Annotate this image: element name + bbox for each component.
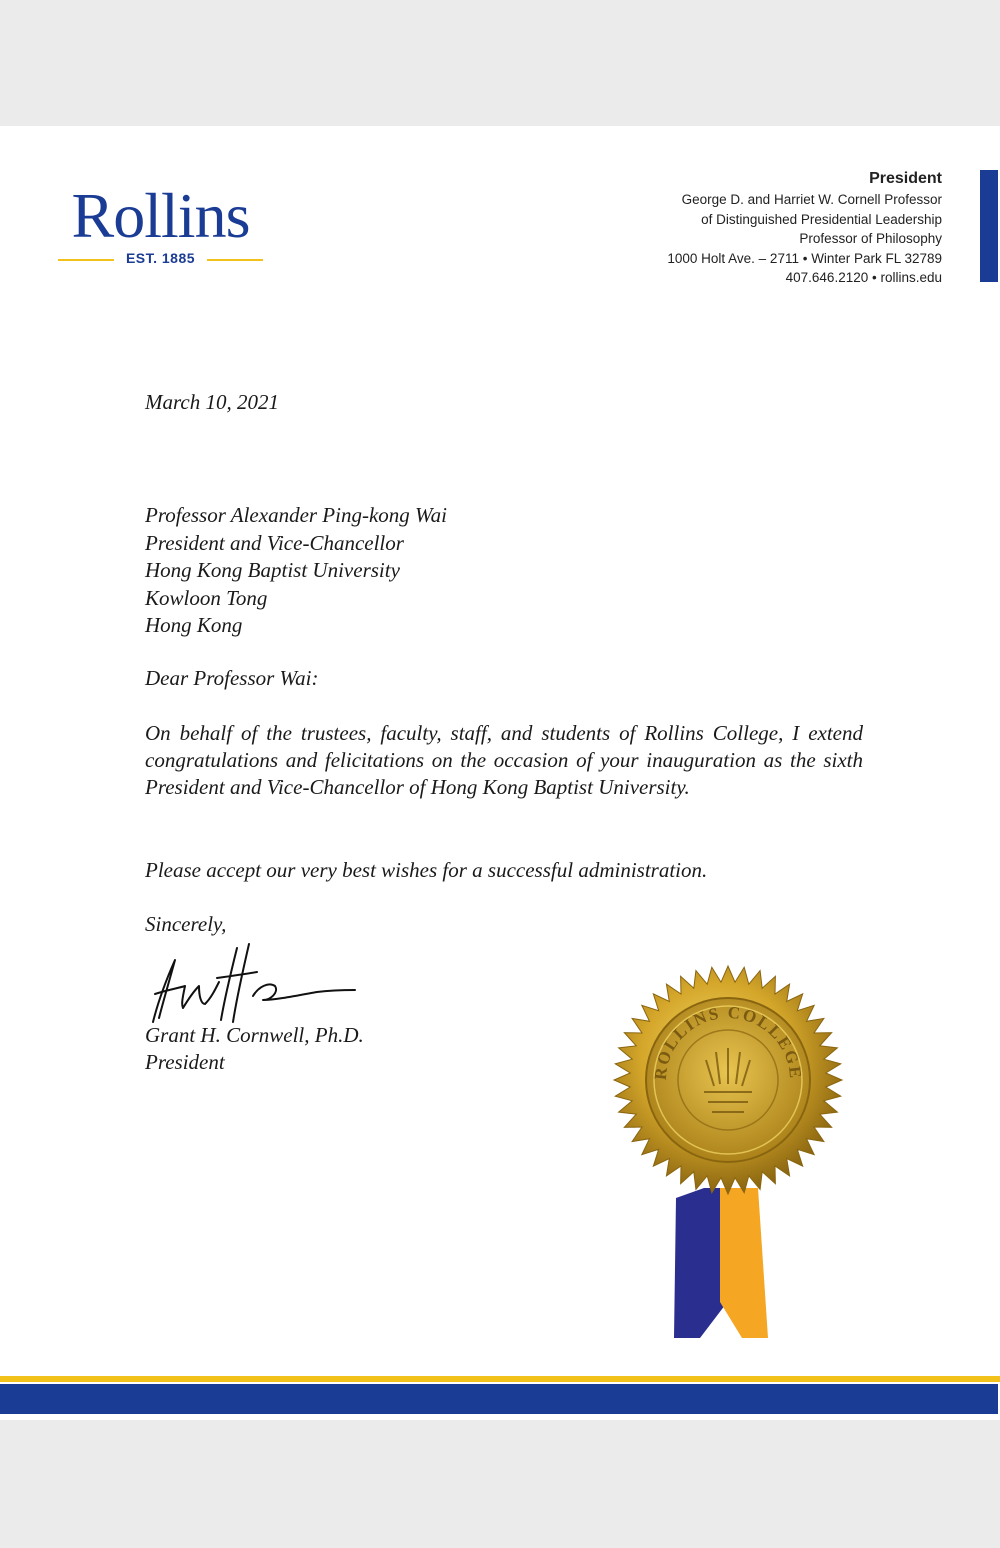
recipient-line: Hong Kong Baptist University [145,558,400,582]
recipient-address [145,502,447,640]
letter-page [0,126,1000,1420]
paragraph-congratulations: On behalf of the trustees, faculty, staff, and students of Rollins College, I extend congratulations and felicitations on the occasion of your inauguration as the sixth President and Vice-Chancellor of Hong Kong Baptist University. [145,721,863,799]
closing: Sincerely, [145,912,227,936]
paragraph-wishes: Please accept our very best wishes for a successful administration. [145,858,708,882]
office-contact: 407.646.2120 • rollins.edu [785,270,942,285]
footer-stripe-blue [0,1384,998,1414]
recipient-line: Hong Kong [145,613,243,637]
signer-block [145,1022,364,1076]
seal-text: ROLLINS COLLEGE [650,1002,806,1081]
recipient-line: President and Vice-Chancellor [145,530,404,555]
ribbon-yellow [720,1188,768,1338]
salutation: Dear Professor Wai: [145,666,319,690]
signer-title: President [145,1050,225,1074]
letterhead-accent-bar [980,170,998,282]
logo-rule-right [207,259,263,261]
footer-stripe-gold [0,1376,1000,1382]
gold-seal-with-ribbon [608,952,848,1342]
recipient-line: Professor Alexander Ping-kong Wai [145,503,447,527]
logo-wordmark: Rollins [71,180,250,251]
office-line: George D. and Harriet W. Cornell Professor [681,192,942,207]
logo-est-row [58,250,263,268]
signer-name: Grant H. Cornwell, Ph.D. [145,1023,364,1047]
recipient-line: Kowloon Tong [145,585,268,610]
logo-est: EST. 1885 [125,250,196,266]
office-line: Professor of Philosophy [799,231,942,246]
office-role: President [869,170,942,187]
office-address: 1000 Holt Ave. – 2711 • Winter Park FL 32789 [667,250,942,266]
office-line: of Distinguished Presidential Leadership [701,211,942,227]
rollins-logo [58,180,263,268]
letter-date: March 10, 2021 [145,390,279,414]
office-block [522,168,942,288]
handwritten-signature [145,938,360,1028]
